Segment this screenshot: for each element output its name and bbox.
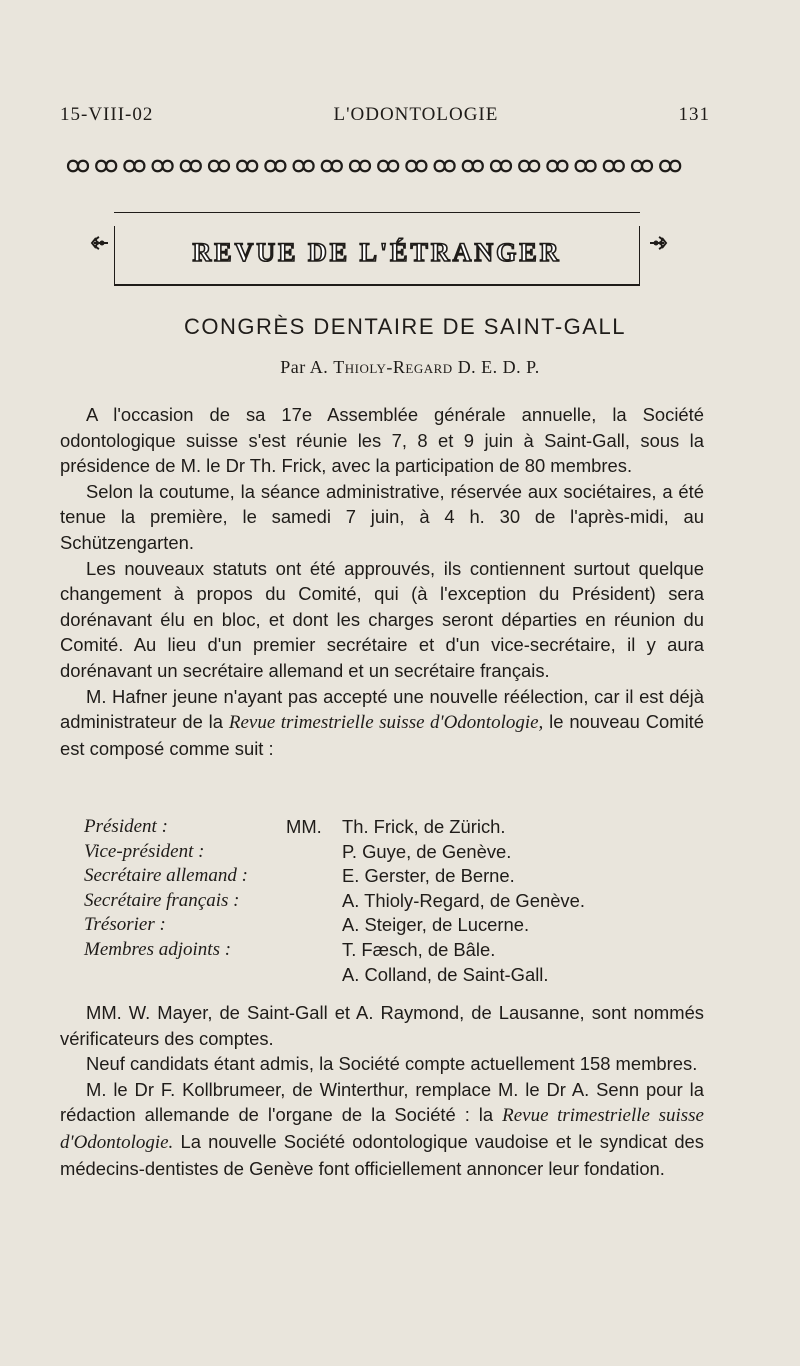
- ornament-knot-icon: [350, 161, 370, 172]
- issue-date: 15-VIII-02: [60, 104, 154, 125]
- fleuron-left-icon: [88, 232, 110, 254]
- ornament-knot-icon: [209, 161, 229, 172]
- ornament-knot-icon: [632, 161, 652, 172]
- committee-row: [84, 913, 704, 938]
- committee-name: A. Steiger, de Lucerne.: [342, 914, 530, 936]
- byline-author: Thioly-Regard: [333, 357, 453, 377]
- committee-role: [84, 963, 284, 988]
- byline-suffix: D. E. D. P.: [452, 357, 540, 377]
- committee-row: [84, 963, 704, 988]
- paragraph-3: Les nouveaux statuts ont été approuvés, ils contiennent surtout quelque changement à propos du Comité, qui (à l'exception du Président) sera dorénavant élu en bloc, et dont les charges seront départies en réunion du Comité. Au lieu d'un premier secrétaire et d'un vice-secrétaire, il y aura dorénavant un secrétaire allemand et un secrétaire français.: [60, 557, 704, 681]
- paragraph-2: Selon la coutume, la séance administrative, réservée aux sociétaires, a été tenue la première, le samedi 7 juin, à 4 h. 30 de l'après-midi, au Schützengarten.: [60, 480, 704, 553]
- section-banner: [114, 212, 640, 286]
- paragraph-4-end: le nouveau Comité est composé comme suit :: [60, 711, 704, 759]
- ornament-knot-icon: [435, 161, 455, 172]
- ornament-knot-icon: [181, 161, 201, 172]
- ornament-knot-icon: [519, 161, 539, 172]
- committee-role: Trésorier :: [84, 914, 166, 936]
- fleuron-right-icon: [648, 232, 670, 254]
- paragraph-5: MM. W. Mayer, de Saint-Gall et A. Raymond, de Lausanne, sont nommés vérificateurs des comptes.: [60, 1002, 704, 1049]
- byline: [0, 357, 800, 378]
- ornament-knot-icon: [604, 161, 624, 172]
- article-body-bottom: [60, 1000, 704, 1181]
- journal-reference: Revue trimestrielle suisse d'Odontologie,: [228, 712, 544, 734]
- committee-row: [84, 840, 704, 865]
- committee-role: Président :: [84, 816, 168, 837]
- ornament-knot-icon: [96, 161, 116, 172]
- paragraph-6: Neuf candidats étant admis, la Société compte actuellement 158 membres.: [86, 1053, 698, 1075]
- paragraph-4: [60, 684, 704, 762]
- ornament-knot-icon: [491, 161, 511, 172]
- committee-name: E. Gerster, de Berne.: [342, 865, 515, 887]
- committee-name: A. Colland, de Saint-Gall.: [342, 963, 549, 985]
- committee-row: [84, 864, 704, 889]
- ornament-knot-icon: [153, 161, 173, 172]
- committee-name: P. Guye, de Genève.: [342, 840, 512, 862]
- ornament-border: [66, 156, 688, 176]
- committee-name: Th. Frick, de Zürich.: [342, 816, 506, 837]
- section-title: REVUE DE L'ÉTRANGER: [192, 238, 562, 267]
- committee-name: A. Thioly-Regard, de Genève.: [342, 889, 585, 911]
- paragraph-4-text: M. Hafner jeune n'ayant pas accepté une nouvelle réélection, car il est déjà administrateur de la: [60, 685, 704, 733]
- article-body-top: [60, 402, 704, 761]
- ornament-knot-icon: [265, 161, 285, 172]
- ornament-knot-icon: [294, 161, 314, 172]
- ornament-knot-icon: [68, 161, 88, 172]
- ornament-knot-icon: [237, 161, 257, 172]
- page-number: 131: [678, 104, 710, 125]
- committee-role: Secrétaire français :: [84, 889, 240, 911]
- journal-title: L'ODONTOLOGIE: [333, 104, 499, 125]
- committee-list: [84, 815, 704, 987]
- ornament-knot-icon: [322, 161, 342, 172]
- article-title: CONGRÈS DENTAIRE DE SAINT-GALL: [184, 314, 626, 339]
- committee-role: Secrétaire allemand :: [84, 865, 248, 887]
- paragraph-1: A l'occasion de sa 17e Assemblée générale annuelle, la Société odontologique suisse s'est réunie les 7, 8 et 9 juin à Saint-Gall, sous la présidence de M. le Dr Th. Frick, avec la participation de 80 membres.: [60, 404, 704, 477]
- committee-name: T. Fæsch, de Bâle.: [342, 938, 496, 960]
- committee-row: [84, 938, 704, 963]
- committee-mm: MM.: [286, 816, 322, 837]
- committee-role: Membres adjoints :: [84, 938, 232, 960]
- ornament-knot-icon: [378, 161, 398, 172]
- ornament-knot-icon: [660, 161, 680, 172]
- paragraph-7: [60, 1077, 704, 1181]
- ornament-knot-icon: [463, 161, 483, 172]
- ornament-knot-icon: [576, 161, 596, 172]
- committee-row: [84, 815, 704, 840]
- paragraph-7-end: La nouvelle Société odontologique vaudoise et le syndicat des médecins-dentistes de Genève font officiellement annoncer leur fondation.: [60, 1130, 704, 1179]
- ornament-knot-icon: [124, 161, 144, 172]
- committee-row: [84, 889, 704, 914]
- paragraph-7-text: M. le Dr F. Kollbrumeer, de Winterthur, remplace M. le Dr A. Senn pour la rédaction allemande de l'organe de la Société : la: [60, 1078, 704, 1126]
- ornament-knot-icon: [547, 161, 567, 172]
- committee-role: Vice-président :: [84, 840, 205, 862]
- running-head: [60, 104, 710, 126]
- ornament-knot-icon: [406, 161, 426, 172]
- journal-reference: Revue trimestrielle suisse d'Odontologie.: [60, 1105, 704, 1153]
- byline-prefix: Par A.: [280, 357, 334, 377]
